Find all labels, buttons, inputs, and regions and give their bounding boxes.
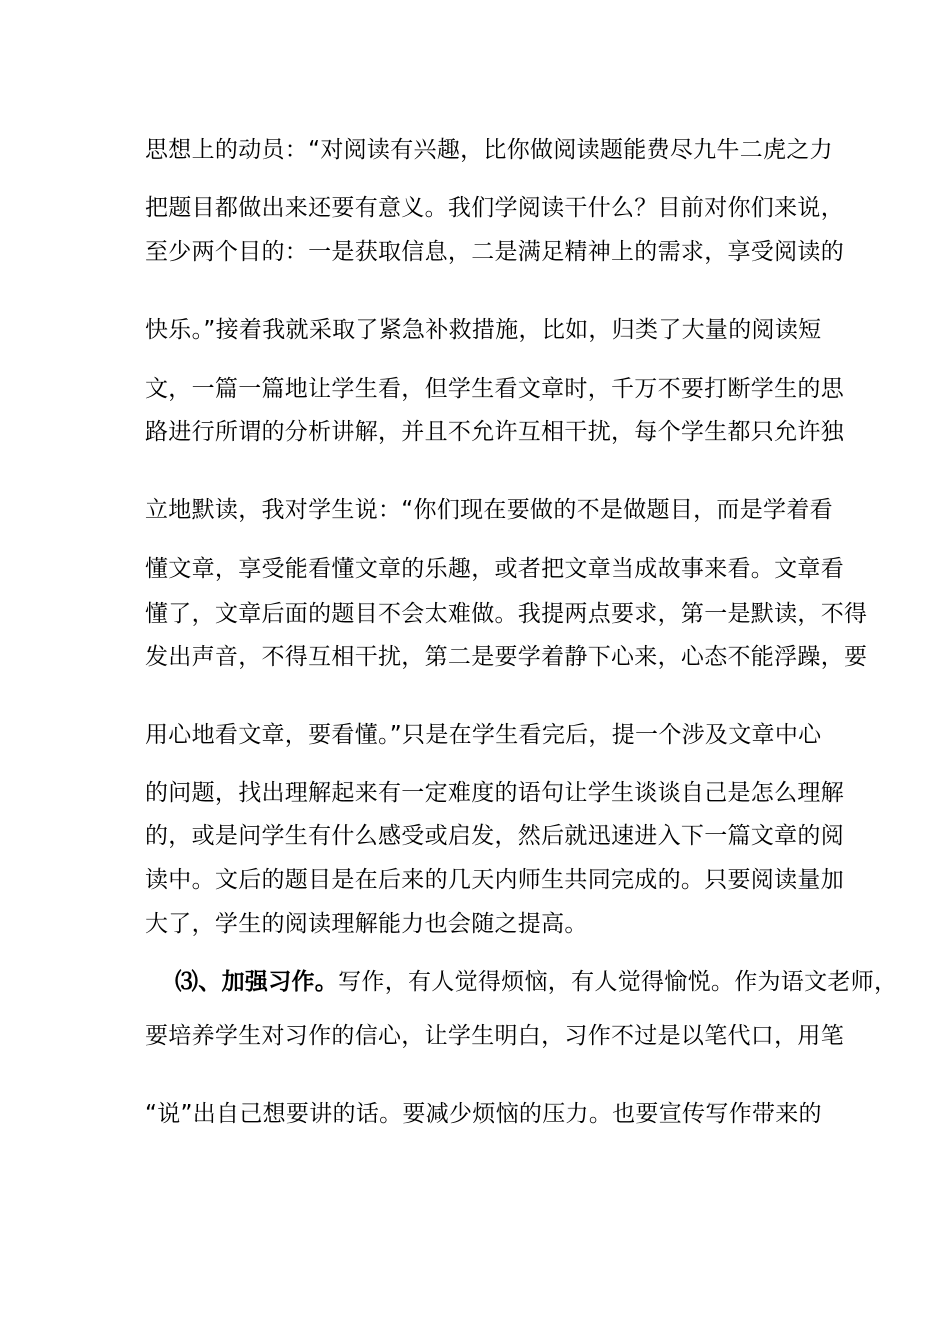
- paragraph-line: 的问题，找出理解起来有一定难度的语句让学生谈谈自己是怎么理解: [145, 780, 844, 806]
- paragraph-line: 懂文章，享受能看懂文章的乐趣，或者把文章当成故事来看。文章看: [145, 556, 844, 582]
- paragraph-line: 把题目都做出来还要有意义。我们学阅读干什么？目前对你们来说，: [145, 195, 844, 221]
- section-3-heading: ⑶、加强习作。: [175, 969, 339, 995]
- paragraph-line: 立地默读，我对学生说：“你们现在要做的不是做题目，而是学着看: [145, 497, 833, 523]
- paragraph-line: 要培养学生对习作的信心，让学生明白，习作不过是以笔代口，用笔: [145, 1023, 844, 1049]
- paragraph-line: 文，一篇一篇地让学生看，但学生看文章时，千万不要打断学生的思: [145, 376, 844, 402]
- paragraph-line: 用心地看文章，要看懂。”只是在学生看完后，提一个涉及文章中心: [145, 722, 822, 748]
- paragraph-line: 懂了，文章后面的题目不会太难做。我提两点要求，第一是默读，不得: [145, 601, 868, 627]
- paragraph-line: 路进行所谓的分析讲解，并且不允许互相干扰，每个学生都只允许独: [145, 419, 844, 445]
- paragraph-line: 发出声音，不得互相干扰，第二是要学着静下心来，心态不能浮躁，要: [145, 644, 868, 670]
- section-3-text: 写作，有人觉得烦恼，有人觉得愉悦。作为语文老师，: [338, 969, 898, 995]
- paragraph-line: 读中。文后的题目是在后来的几天内师生共同完成的。只要阅读量加: [145, 867, 844, 893]
- paragraph-line: “说”出自己想要讲的话。要减少烦恼的压力。也要宣传写作带来的: [145, 1101, 822, 1127]
- section-3-line: [0, 962, 950, 1002]
- paragraph-line: 的，或是问学生有什么感受或启发，然后就迅速进入下一篇文章的阅: [145, 823, 844, 849]
- paragraph-line: 大了，学生的阅读理解能力也会随之提高。: [145, 911, 588, 937]
- paragraph-line: 快乐。”接着我就采取了紧急补救措施，比如，归类了大量的阅读短: [145, 317, 822, 343]
- paragraph-line: 至少两个目的：一是获取信息，二是满足精神上的需求，享受阅读的: [145, 239, 844, 265]
- paragraph-line: 思想上的动员：“对阅读有兴趣，比你做阅读题能费尽九牛二虎之力: [145, 137, 833, 163]
